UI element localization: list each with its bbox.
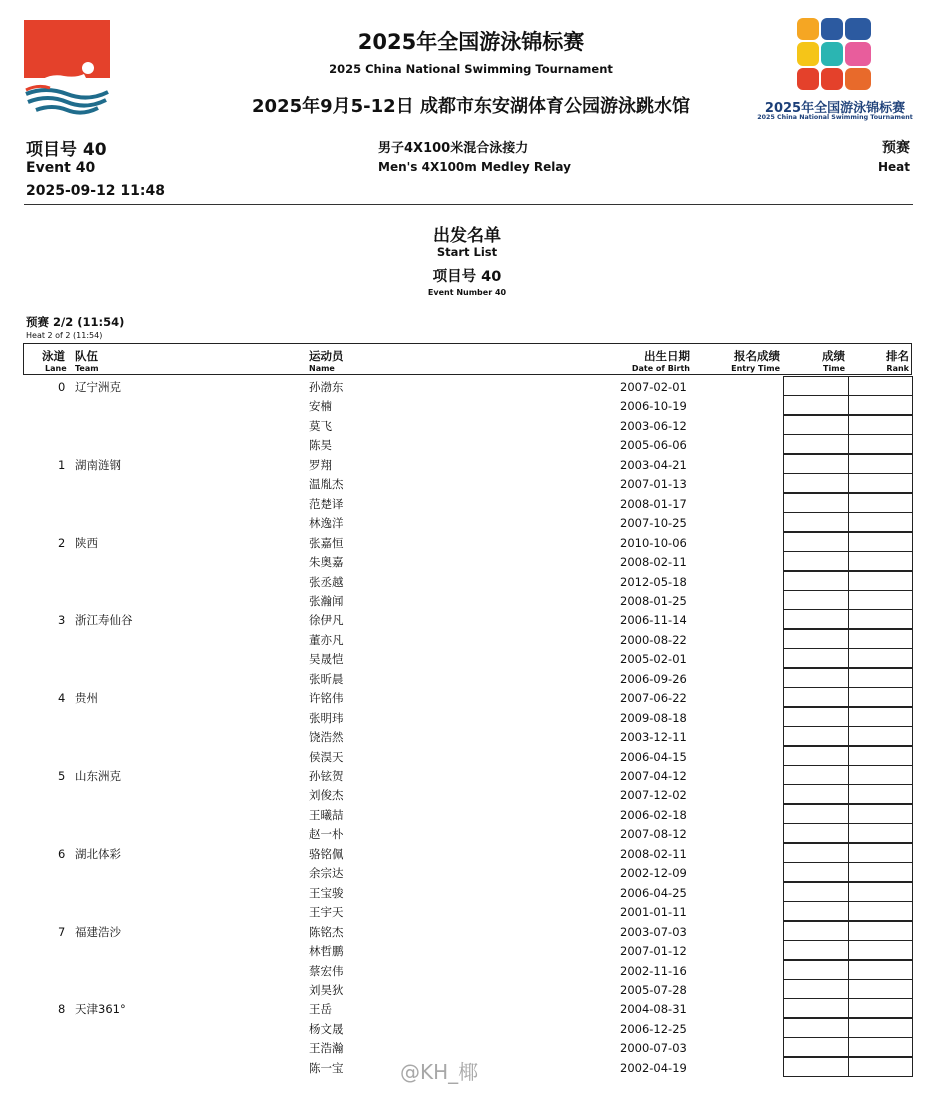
lane-number: 3 [58,613,66,628]
rank-box [848,979,913,999]
rank-box [848,454,913,474]
round-label-en: Heat [877,160,910,174]
swimmer-name: 刘昊狄 [309,982,344,997]
col-lane: 泳道 [42,349,65,363]
swimmer-name: 许铭伟 [309,691,344,706]
rank-box [848,590,913,610]
header-divider [24,204,913,205]
swimmer-name: 张明玮 [309,710,344,725]
rank-box [848,804,913,824]
time-box [783,395,849,415]
swimmer-dob: 2006-11-14 [620,613,687,628]
team-name: 贵州 [75,691,98,706]
swimmer-dob: 2006-09-26 [620,671,687,686]
swimmer-dob: 2007-02-01 [620,380,687,394]
rank-box [848,901,913,921]
swimmer-name: 骆铭佩 [309,846,344,861]
rank-box [848,784,913,804]
swimmer-name: 陈昊 [309,438,332,453]
swimmer-dob: 2003-12-11 [620,730,687,745]
swimmer-dob: 2002-12-09 [620,866,687,881]
swimmer-name: 林哲鹏 [309,944,344,959]
rank-box [848,687,913,707]
swimmer-dob: 2006-04-15 [620,749,687,764]
col-time: 成绩 [822,349,845,363]
time-box [783,473,849,493]
swimmer-dob: 2007-04-12 [620,769,687,783]
swimmer-name: 孙渤东 [309,380,344,394]
time-box [783,1057,849,1077]
swimmer-dob: 2006-04-25 [620,885,687,900]
rank-box [848,415,913,435]
round-label: 预赛 [882,140,910,156]
time-box [783,454,849,474]
time-box [783,629,849,649]
logo-caption-en: 2025 China National Swimming Tournament [757,114,913,121]
table-header [23,343,912,375]
time-box [783,882,849,902]
swimmer-name: 王宇天 [309,905,344,920]
lane-number: 5 [58,769,66,783]
swimmer-dob: 2007-12-02 [620,788,687,803]
time-box [783,648,849,668]
event-number-heading-en: Event Number 40 [427,288,507,297]
time-box [783,415,849,435]
swimmer-dob: 2006-02-18 [620,807,687,822]
swimmer-name: 陈铭杰 [309,924,344,939]
swimmer-dob: 2007-01-13 [620,477,687,492]
col-name: 运动员 [309,349,344,363]
event-number-en: Event 40 [26,160,96,176]
swimmer-dob: 2005-07-28 [620,982,687,997]
swimmer-name: 张丞越 [309,574,344,589]
swimmer-dob: 2004-08-31 [620,1002,687,1017]
swimmer-name: 王浩瀚 [309,1041,344,1056]
time-box [783,551,849,571]
swimmer-dob: 2007-06-22 [620,691,687,706]
swimmer-dob: 2007-08-12 [620,827,687,842]
swimmer-name: 董亦凡 [309,632,344,647]
rank-box [848,823,913,843]
time-box [783,901,849,921]
swimmer-name: 王宝骏 [309,885,344,900]
swimmer-name: 吴晟恺 [309,652,344,667]
logo-caption: 2025年全国游泳锦标赛 [764,101,906,116]
swimmer-name: 罗翔 [309,457,332,472]
time-box [783,765,849,785]
start-list-title-en: Start List [436,245,498,259]
time-box [783,1018,849,1038]
swimmer-dob: 2007-01-12 [620,944,687,959]
col-dob: 出生日期 [644,349,690,363]
rank-box [848,707,913,727]
swimmer-name: 徐伊凡 [309,613,344,628]
team-name: 陕西 [75,535,98,550]
swimmer-dob: 2008-01-25 [620,593,687,608]
rank-box [848,726,913,746]
swimmer-dob: 2005-02-01 [620,652,687,667]
time-box [783,512,849,532]
event-number-heading: 项目号 40 [432,269,502,285]
time-box [783,784,849,804]
rank-box [848,376,913,396]
col-dob-en: Date of Birth [631,364,690,373]
swimmer-name: 范楚译 [309,496,344,511]
swimmer-name: 孙铉贺 [309,769,344,783]
swimmer-dob: 2008-01-17 [620,496,687,511]
time-box [783,571,849,591]
rank-box [848,648,913,668]
swimmer-dob: 2010-10-06 [620,535,687,550]
start-list-title: 出发名单 [433,226,501,246]
swimmer-dob: 2008-02-11 [620,555,687,570]
rank-box [848,512,913,532]
time-box [783,746,849,766]
rank-box [848,551,913,571]
swimmer-name: 安楠 [309,399,332,414]
swimmer-name: 朱奥嘉 [309,555,344,570]
time-box [783,434,849,454]
swimmer-name: 林逸洋 [309,516,344,531]
swimmer-dob: 2000-08-22 [620,632,687,647]
time-box [783,668,849,688]
swimmer-name: 张瀚闻 [309,593,344,608]
rank-box [848,473,913,493]
venue-dates: 2025年9月5-12日 成都市东安湖体育公园游泳跳水馆 [252,96,690,117]
lane-number: 7 [58,924,66,939]
swimmer-name: 张嘉恒 [309,535,344,550]
rank-box [848,668,913,688]
swimmer-dob: 2006-12-25 [620,1021,687,1036]
time-box [783,843,849,863]
time-box [783,862,849,882]
time-box [783,804,849,824]
team-name: 天津361° [75,1002,126,1017]
rank-box [848,1018,913,1038]
swimmer-name: 莫飞 [309,418,332,433]
swimmer-name: 赵一朴 [309,827,344,842]
rank-box [848,1037,913,1057]
swimmer-dob: 2012-05-18 [620,574,687,589]
rank-box [848,532,913,552]
swimmer-dob: 2008-02-11 [620,846,687,861]
team-name: 湖南涟钢 [75,457,121,472]
rank-box [848,609,913,629]
rank-box [848,571,913,591]
col-lane-en: Lane [45,364,67,373]
heat-label-en: Heat 2 of 2 (11:54) [26,331,103,340]
lane-number: 2 [58,535,66,550]
time-box [783,707,849,727]
lane-number: 4 [58,691,66,706]
swimmer-name: 杨文晟 [309,1021,344,1036]
lane-number: 0 [58,380,66,394]
swimmer-name: 陈一宝 [309,1060,344,1075]
tournament-title-en: 2025 China National Swimming Tournament [329,62,613,76]
swimmer-dob: 2006-10-19 [620,399,687,414]
time-box [783,960,849,980]
time-box [783,493,849,513]
rank-box [848,882,913,902]
time-box [783,376,849,396]
swimmer-name: 余宗达 [309,866,344,881]
event-datetime: 2025-09-12 11:48 [26,183,165,199]
lane-number: 8 [58,1002,66,1017]
rank-box [848,843,913,863]
swimmer-name: 王曦喆 [309,807,344,822]
col-rank-en: Rank [886,364,909,373]
swimmer-dob: 2002-04-19 [620,1060,687,1075]
swimmer-dob: 2003-07-03 [620,924,687,939]
event-number: 项目号 40 [26,140,107,160]
rank-box [848,395,913,415]
time-box [783,1037,849,1057]
swimmer-name: 王岳 [309,1002,332,1017]
lane-number: 1 [58,457,66,472]
time-box [783,687,849,707]
rank-box [848,862,913,882]
swimmer-name: 侯淏天 [309,749,344,764]
heat-label: 预赛 2/2 (11:54) [26,315,125,329]
col-entry-en: Entry Time [731,364,780,373]
swimmer-dob: 2003-06-12 [620,418,687,433]
time-box [783,823,849,843]
rank-box [848,493,913,513]
col-entry: 报名成绩 [734,349,780,363]
swimmer-dob: 2002-11-16 [620,963,687,978]
team-name: 福建浩沙 [75,924,121,939]
swimmer-dob: 2003-04-21 [620,457,687,472]
rank-box [848,434,913,454]
lane-number: 6 [58,846,66,861]
rank-box [848,746,913,766]
col-name-en: Name [309,364,335,373]
time-box [783,609,849,629]
swimmer-name: 饶浩然 [309,730,344,745]
team-name: 湖北体彩 [75,846,121,861]
time-box [783,532,849,552]
event-name-en: Men's 4X100m Medley Relay [378,160,571,174]
time-box [783,940,849,960]
time-box [783,979,849,999]
rank-box [848,998,913,1018]
time-box [783,998,849,1018]
swimmer-dob: 2007-10-25 [620,516,687,531]
rank-box [848,1057,913,1077]
swimmer-dob: 2005-06-06 [620,438,687,453]
watermark: @KH_椰 [400,1060,479,1084]
time-box [783,726,849,746]
col-rank: 排名 [886,349,909,363]
tournament-title: 2025年全国游泳锦标赛 [357,30,585,54]
team-name: 山东洲克 [75,769,121,783]
rank-box [848,765,913,785]
swimmer-name: 蔡宏伟 [309,963,344,978]
swimmer-dob: 2001-01-11 [620,905,687,920]
rank-box [848,940,913,960]
team-name: 浙江寿仙谷 [75,613,133,628]
col-team: 队伍 [75,349,98,363]
time-box [783,590,849,610]
swimmer-name: 温胤杰 [309,477,344,492]
swimmer-name: 刘俊杰 [309,788,344,803]
col-team-en: Team [75,364,99,373]
swimmer-dob: 2000-07-03 [620,1041,687,1056]
rank-box [848,921,913,941]
swimmer-dob: 2009-08-18 [620,710,687,725]
time-box [783,921,849,941]
rank-box [848,960,913,980]
event-name: 男子4X100米混合泳接力 [378,141,529,156]
team-name: 辽宁洲克 [75,380,121,394]
rank-box [848,629,913,649]
swimmer-name: 张昕晨 [309,671,344,686]
col-time-en: Time [823,364,845,373]
